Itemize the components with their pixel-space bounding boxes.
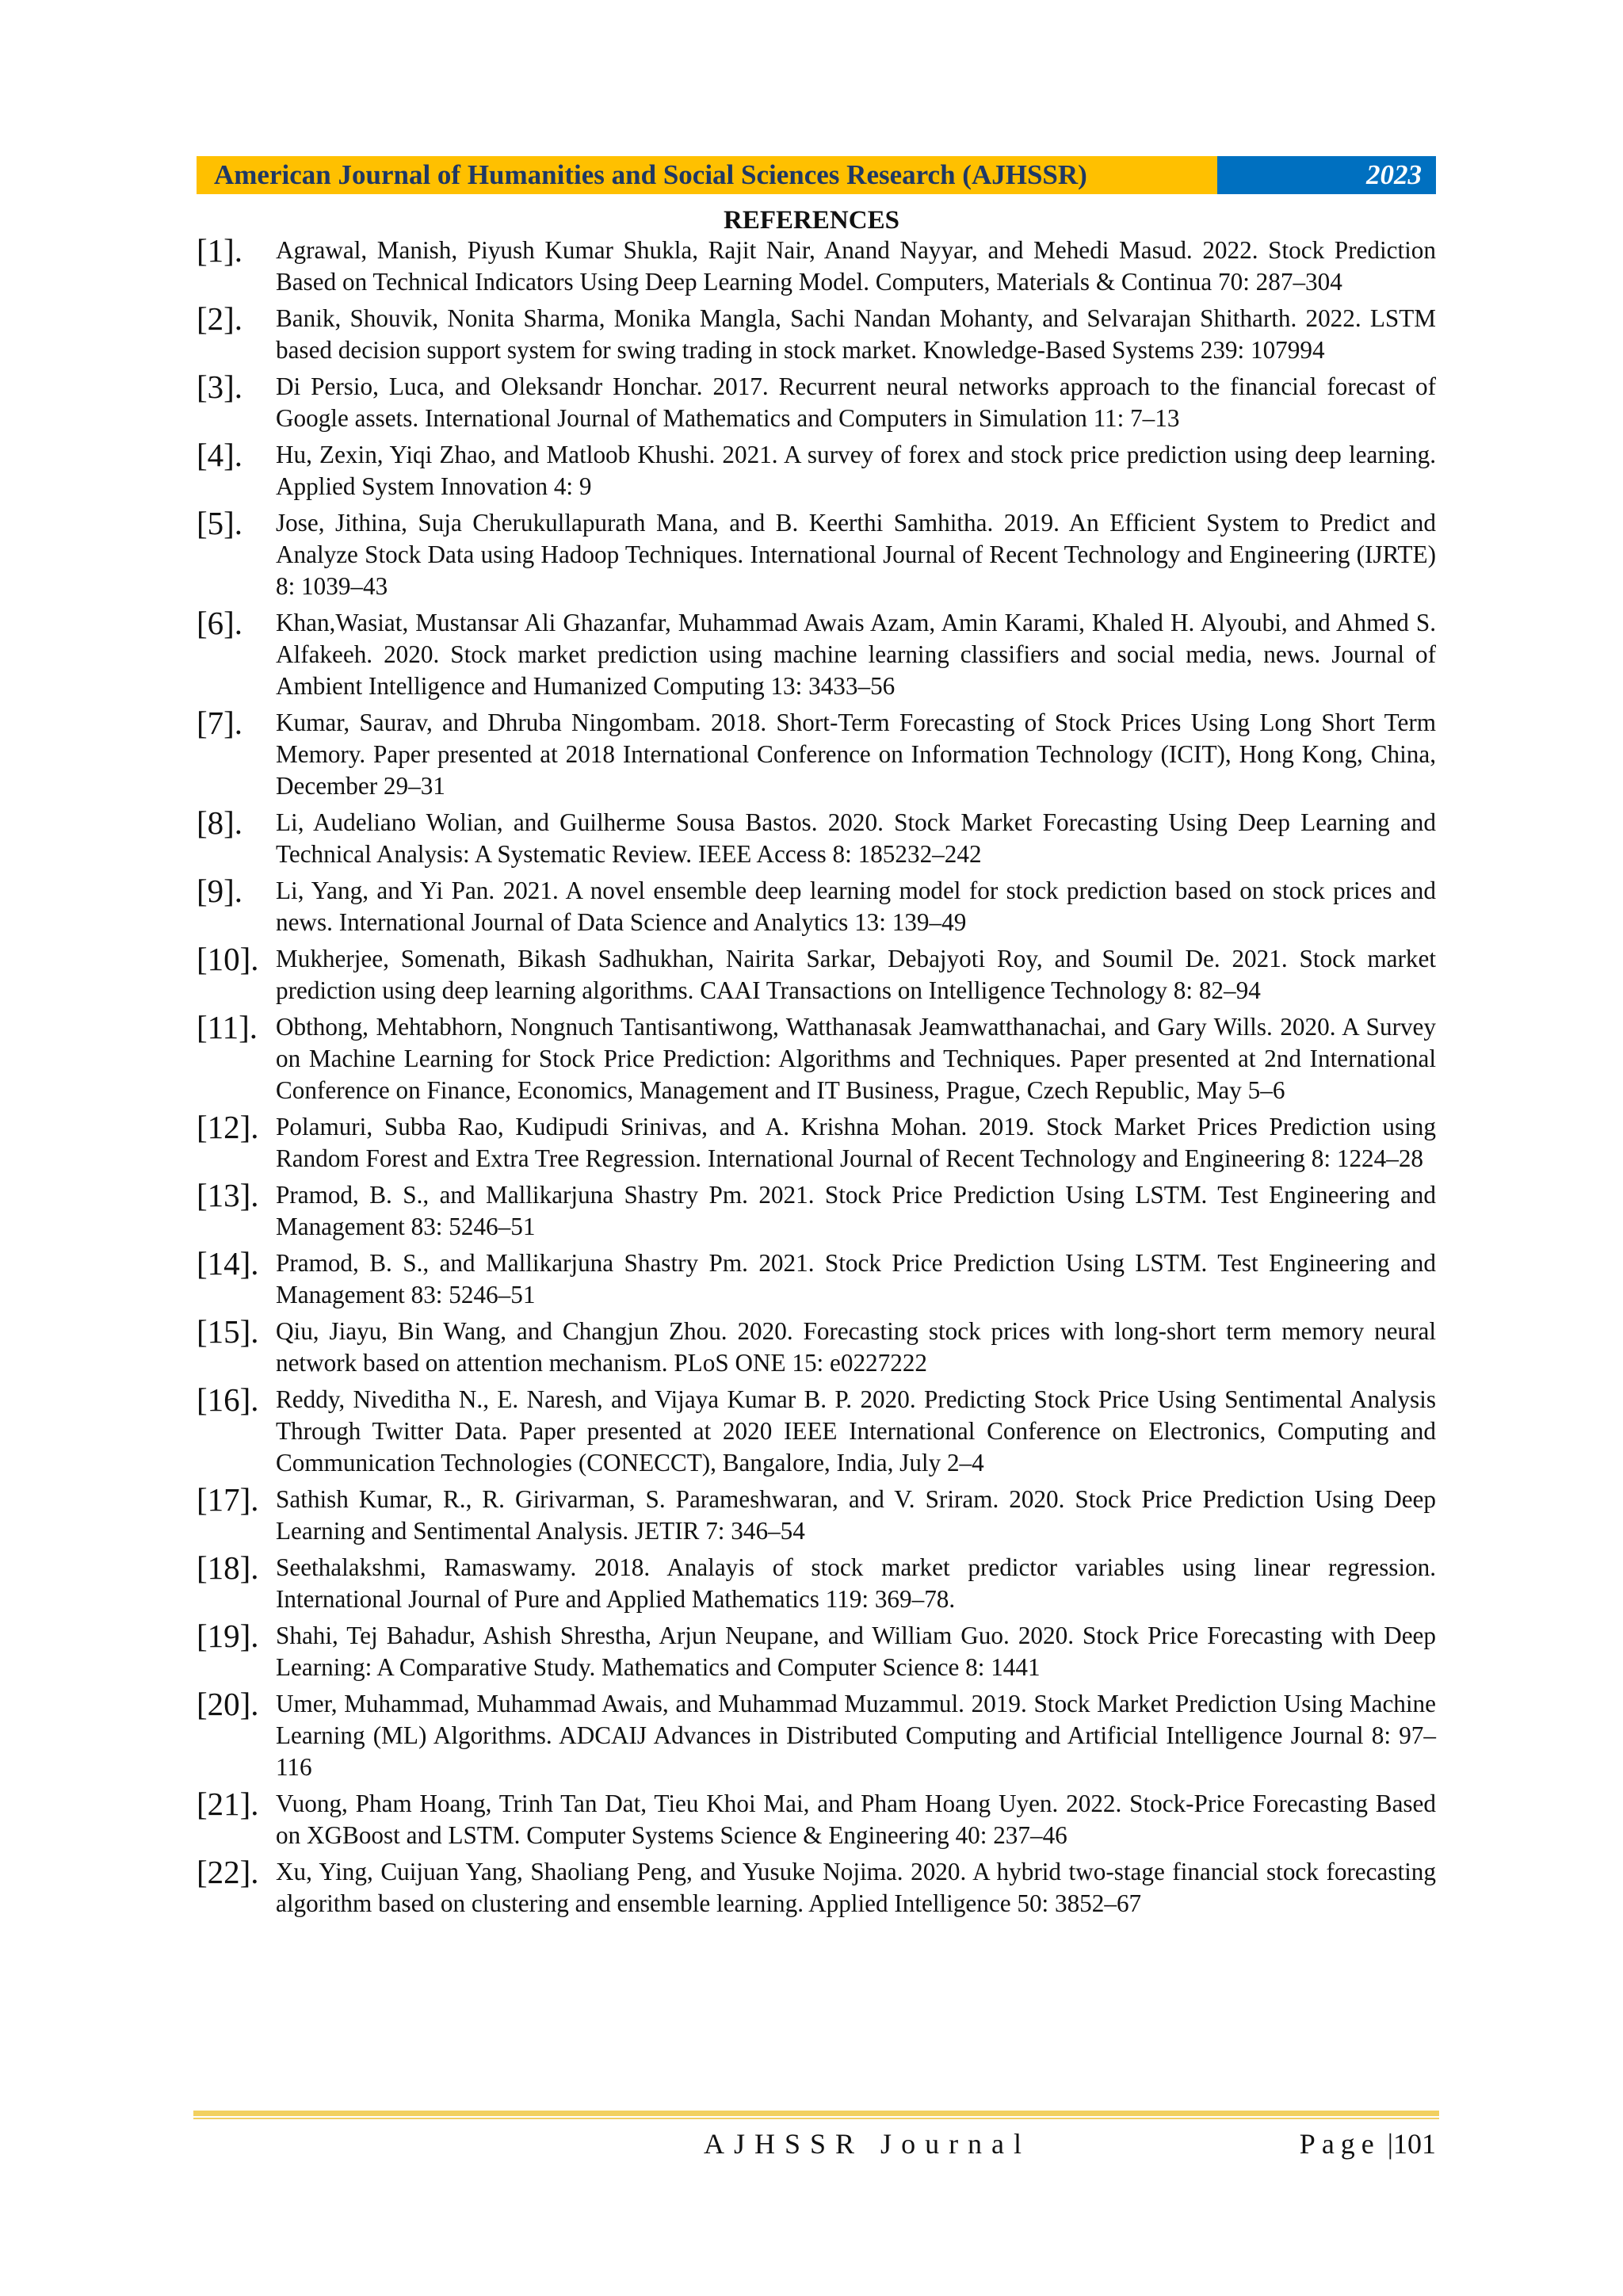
reference-text: Umer, Muhammad, Muhammad Awais, and Muhammad Muzammul. 2019. Stock Market Prediction Using Machine Learning (ML) Algorithms. ADCAIJ Advances in Distributed Computing and Artificial Intelligence Journal 8: 97–116: [276, 1690, 1436, 1781]
reference-number: [16].: [197, 1381, 259, 1418]
reference-number: [13].: [197, 1177, 259, 1213]
reference-number: [21].: [197, 1786, 259, 1822]
reference-number: [20].: [197, 1686, 259, 1722]
footer-journal-name: AJHSSR Journal: [704, 2128, 1032, 2160]
reference-text: Li, Audeliano Wolian, and Guilherme Sousa Bastos. 2020. Stock Market Forecasting Using Deep Learning and Technical Analysis: A Systematic Review. IEEE Access 8: 185232–242: [276, 808, 1436, 868]
references-heading: REFERENCES: [724, 206, 899, 235]
reference-text: Obthong, Mehtabhorn, Nongnuch Tantisantiwong, Watthanasak Jeamwatthanachai, and Gary Wills. 2020. A Survey on Machine Learning for Stock Price Prediction: Algorithms and Techniques. Paper presented at 2nd International Conference on Finance, Economics, Management and IT Business, Prague, Czech Republic, May 5–6: [276, 1013, 1436, 1104]
reference-number: [7].: [197, 705, 243, 741]
reference-item: [197, 1620, 1436, 1683]
reference-text: Sathish Kumar, R., R. Girivarman, S. Parameshwaran, and V. Sriram. 2020. Stock Price Prediction Using Deep Learning and Sentimental Analysis. JETIR 7: 346–54: [276, 1485, 1436, 1545]
reference-number: [6].: [197, 605, 243, 641]
journal-name: American Journal of Humanities and Social Sciences Research (AJHSSR): [197, 156, 1217, 194]
reference-number: [10].: [197, 941, 259, 977]
reference-text: Jose, Jithina, Suja Cherukullapurath Mana, and B. Keerthi Samhitha. 2019. An Efficient System to Predict and Analyze Stock Data using Hadoop Techniques. International Journal of Recent Technology and Engineering (IJRTE) 8: 1039–43: [276, 509, 1436, 600]
reference-number: [17].: [197, 1481, 259, 1518]
reference-item: [197, 1011, 1436, 1106]
footer-page-separator: |: [1387, 2128, 1393, 2160]
reference-text: Mukherjee, Somenath, Bikash Sadhukhan, Nairita Sarkar, Debajyoti Roy, and Soumil De. 2021. Stock market prediction using deep learning algorithms. CAAI Transactions on Intelligence Technology 8: 82–94: [276, 945, 1436, 1004]
footer-page-number: [1300, 2124, 1436, 2164]
reference-text: Agrawal, Manish, Piyush Kumar Shukla, Rajit Nair, Anand Nayyar, and Mehedi Masud. 2022. Stock Prediction Based on Technical Indicators Using Deep Learning Model. Computers, Materials & Continua 70: 287–304: [276, 236, 1436, 296]
journal-year: 2023: [1217, 156, 1436, 194]
reference-text: Shahi, Tej Bahadur, Ashish Shrestha, Arjun Neupane, and William Guo. 2020. Stock Price Forecasting with Deep Learning: A Comparative Study. Mathematics and Computer Science 8: 1441: [276, 1622, 1436, 1681]
footer-rule-thin: [193, 2118, 1439, 2119]
references-list: [197, 232, 1436, 1924]
reference-number: [8].: [197, 804, 243, 841]
reference-number: [3].: [197, 369, 243, 405]
journal-header-bar: [197, 156, 1436, 194]
reference-item: [197, 1247, 1436, 1311]
reference-text: Di Persio, Luca, and Oleksandr Honchar. 2017. Recurrent neural networks approach to the financial forecast of Google assets. International Journal of Mathematics and Computers in Simulation 11: 7–13: [276, 372, 1436, 432]
reference-item: [197, 1549, 1436, 1615]
reference-item: [197, 1788, 1436, 1851]
reference-item: [197, 1313, 1436, 1379]
footer-rule: [193, 2111, 1439, 2116]
reference-text: Kumar, Saurav, and Dhruba Ningombam. 2018. Short-Term Forecasting of Stock Prices Using Long Short Term Memory. Paper presented at 2018 International Conference on Information Technology (ICIT), Hong Kong, China, December 29–31: [276, 709, 1436, 800]
reference-item: [197, 875, 1436, 938]
reference-text: Polamuri, Subba Rao, Kudipudi Srinivas, and A. Krishna Mohan. 2019. Stock Market Prices Prediction using Random Forest and Extra Tree Regression. International Journal of Recent Technology and Engineering 8: 1224–28: [276, 1113, 1436, 1172]
reference-number: [2].: [197, 300, 243, 337]
reference-text: Khan,Wasiat, Mustansar Ali Ghazanfar, Muhammad Awais Azam, Amin Karami, Khaled H. Alyoubi, and Ahmed S. Alfakeeh. 2020. Stock market prediction using machine learning classifiers and social media, news. Journal of Ambient Intelligence and Humanized Computing 13: 3433–56: [276, 609, 1436, 700]
reference-number: [18].: [197, 1549, 259, 1586]
reference-item: [197, 607, 1436, 702]
reference-text: Vuong, Pham Hoang, Trinh Tan Dat, Tieu Khoi Mai, and Pham Hoang Uyen. 2022. Stock-Price Forecasting Based on XGBoost and LSTM. Computer Systems Science & Engineering 40: 237–46: [276, 1790, 1436, 1849]
reference-item: [197, 1688, 1436, 1783]
reference-text: Li, Yang, and Yi Pan. 2021. A novel ensemble deep learning model for stock prediction based on stock prices and news. International Journal of Data Science and Analytics 13: 139–49: [276, 877, 1436, 936]
reference-item: [197, 507, 1436, 602]
reference-number: [14].: [197, 1245, 259, 1282]
reference-item: [197, 1111, 1436, 1175]
reference-item: [197, 707, 1436, 802]
reference-text: Pramod, B. S., and Mallikarjuna Shastry Pm. 2021. Stock Price Prediction Using LSTM. Test Engineering and Management 83: 5246–51: [276, 1181, 1436, 1240]
footer-page-value: 101: [1393, 2128, 1436, 2160]
reference-text: Qiu, Jiayu, Bin Wang, and Changjun Zhou. 2020. Forecasting stock prices with long-short term memory neural network based on attention mechanism. PLoS ONE 15: e0227222: [276, 1317, 1436, 1377]
reference-number: [4].: [197, 437, 243, 473]
reference-number: [5].: [197, 505, 243, 541]
reference-item: [197, 1481, 1436, 1547]
reference-number: [22].: [197, 1854, 259, 1890]
reference-item: [197, 1381, 1436, 1479]
reference-item: [197, 1179, 1436, 1243]
reference-number: [12].: [197, 1109, 259, 1145]
reference-number: [11].: [197, 1009, 258, 1045]
reference-item: [197, 300, 1436, 366]
footer-page-label: Page: [1299, 2128, 1381, 2160]
reference-text: Reddy, Niveditha N., E. Naresh, and Vijaya Kumar B. P. 2020. Predicting Stock Price Using Sentimental Analysis Through Twitter Data. Paper presented at 2020 IEEE International Conference on Electronics, Computing and Communication Technologies (CONECCT), Bangalore, India, July 2–4: [276, 1385, 1436, 1477]
reference-text: Banik, Shouvik, Nonita Sharma, Monika Mangla, Sachi Nandan Mohanty, and Selvarajan Shitharth. 2022. LSTM based decision support system for swing trading in stock market. Knowledge-Based Systems 239: 107994: [276, 304, 1436, 364]
reference-text: Pramod, B. S., and Mallikarjuna Shastry Pm. 2021. Stock Price Prediction Using LSTM. Test Engineering and Management 83: 5246–51: [276, 1249, 1436, 1308]
reference-text: Hu, Zexin, Yiqi Zhao, and Matloob Khushi. 2021. A survey of forex and stock price prediction using deep learning. Applied System Innovation 4: 9: [276, 441, 1436, 500]
reference-item: [197, 232, 1436, 298]
reference-item: [197, 1856, 1436, 1920]
reference-number: [19].: [197, 1618, 259, 1654]
reference-text: Seethalakshmi, Ramaswamy. 2018. Analayis of stock market predictor variables using linear regression. International Journal of Pure and Applied Mathematics 119: 369–78.: [276, 1553, 1436, 1613]
reference-number: [1].: [197, 232, 243, 269]
reference-number: [15].: [197, 1313, 259, 1350]
reference-item: [197, 804, 1436, 870]
reference-number: [9].: [197, 873, 243, 909]
reference-item: [197, 439, 1436, 502]
reference-item: [197, 943, 1436, 1007]
reference-text: Xu, Ying, Cuijuan Yang, Shaoliang Peng, and Yusuke Nojima. 2020. A hybrid two-stage financial stock forecasting algorithm based on clustering and ensemble learning. Applied Intelligence 50: 3852–67: [276, 1858, 1436, 1917]
reference-item: [197, 371, 1436, 434]
